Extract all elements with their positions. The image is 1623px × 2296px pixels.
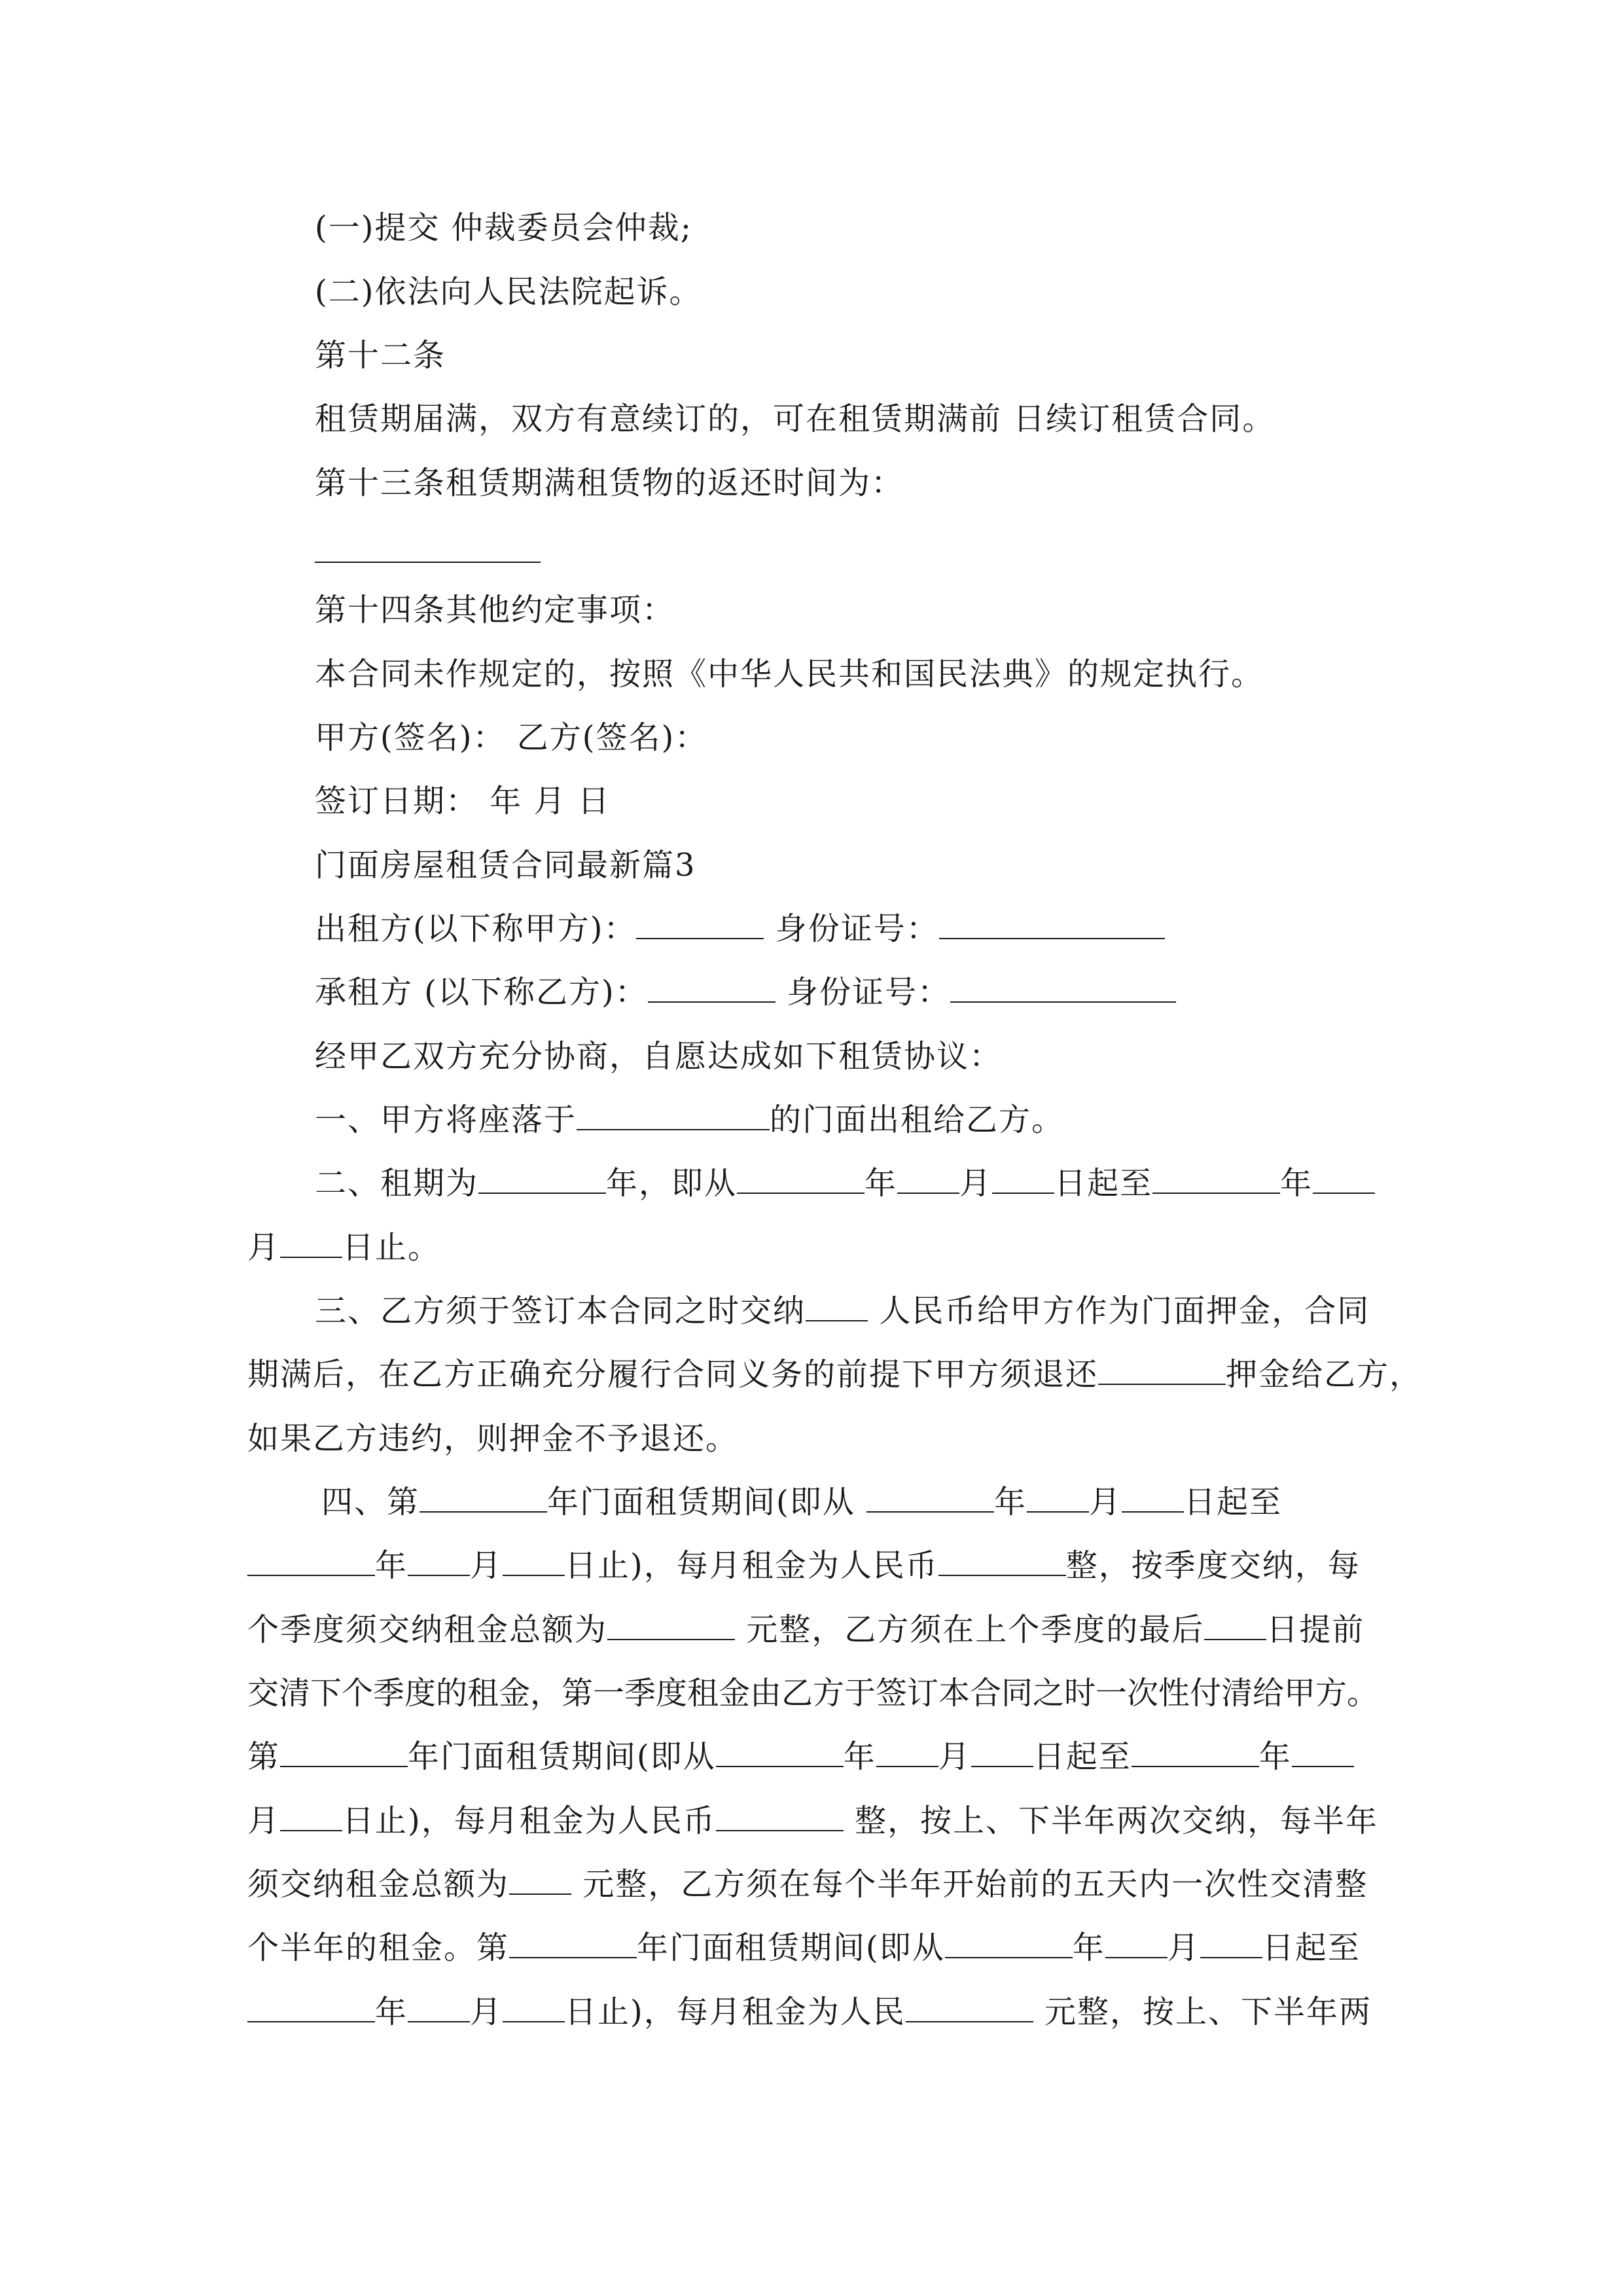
period-1-start-year-blank — [866, 1482, 994, 1513]
line-text: 年 — [1280, 1165, 1313, 1202]
line-text: 第十四条其他约定事项： — [315, 592, 675, 628]
article-12-body — [315, 399, 1275, 439]
line-text: 须交纳租金总额为 — [247, 1866, 510, 1903]
start-day-blank — [992, 1164, 1054, 1194]
end-day-blank — [280, 1228, 342, 1258]
deposit-amount-blank — [806, 1291, 868, 1321]
line-text: 月 — [1167, 1929, 1200, 1966]
clause-3-line-3 — [247, 1419, 738, 1458]
half-year-total-blank — [509, 1865, 571, 1895]
period-3-start-year-blank — [945, 1928, 1073, 1958]
period-1-end-month-blank — [408, 1546, 470, 1576]
line-text: 年 — [843, 1738, 876, 1775]
civil-code-clause — [315, 655, 1264, 694]
line-text: (一)提交 仲裁委员会仲裁; — [315, 209, 692, 246]
line-text: 月 — [959, 1165, 993, 1202]
clause-2-line-1 — [315, 1164, 1378, 1203]
line-text: 日起至 — [1033, 1738, 1132, 1775]
line-text: 一、甲方将座落于 — [315, 1102, 577, 1138]
line-text: 个季度须交纳租金总额为 — [247, 1611, 608, 1648]
lessor-id-blank — [939, 909, 1165, 939]
line-text: 年 — [865, 1165, 898, 1202]
line-text: 二、租期为 — [315, 1165, 479, 1202]
line-text: 整，按上、下半年两次交纳，每半年 — [843, 1803, 1379, 1839]
arbitration-option-2 — [315, 272, 702, 312]
clause-2-line-2 — [247, 1228, 440, 1267]
clause-4-line-8 — [247, 1928, 1378, 1967]
line-text: 经甲乙双方充分协商，自愿达成如下租赁协议： — [315, 1038, 1003, 1075]
period-2-start-month-blank — [876, 1737, 938, 1767]
line-text: 日止)，每月租金为人民币 — [565, 1547, 938, 1584]
line-text: 承租方 (以下称乙方)： — [315, 974, 648, 1011]
period-1-end-year-blank — [247, 1546, 375, 1576]
period-1-start-day-blank — [1122, 1482, 1184, 1513]
period-2-year-blank — [280, 1737, 408, 1767]
line-text: 第十二条 — [315, 337, 446, 374]
line-text: 日起至 — [1184, 1484, 1283, 1520]
line-text: 元整，乙方须在上个季度的最后 — [735, 1611, 1205, 1648]
line-text: 人民币给甲方作为门面押金，合同 — [868, 1293, 1370, 1329]
return-time-blank — [315, 562, 541, 563]
line-text: 元整，乙方须在每个半年开始前的五天内一次性交清整 — [571, 1866, 1368, 1903]
line-text: 月 — [470, 1547, 503, 1584]
line-text: 月 — [470, 1994, 503, 2030]
term-years-blank — [478, 1164, 606, 1194]
clause-4-line-6 — [247, 1801, 1378, 1840]
article-14 — [315, 590, 675, 630]
line-text: 日止。 — [342, 1229, 441, 1266]
period-2-rent-blank — [716, 1801, 844, 1831]
clause-4-line-7 — [247, 1865, 1368, 1904]
lessee-name-blank — [648, 973, 776, 1003]
clause-4-line-5 — [247, 1737, 1378, 1776]
line-text: 如果乙方违约，则押金不予退还。 — [247, 1420, 739, 1457]
line-text: 元整，按上、下半年两 — [1033, 1994, 1372, 2030]
period-3-start-day-blank — [1200, 1928, 1262, 1958]
start-year-blank — [737, 1164, 865, 1194]
period-2-end-year-blank — [1132, 1737, 1259, 1767]
period-3-rent-blank — [906, 1992, 1033, 2022]
clause-3-line-2 — [247, 1355, 1422, 1394]
line-text: 第十三条租赁期满租赁物的返还时间为： — [315, 465, 904, 501]
line-text: 年门面租赁期间(即从 — [637, 1929, 945, 1966]
clause-4-line-1 — [321, 1482, 1378, 1522]
clause-4-line-4 — [247, 1674, 1378, 1713]
period-2-start-year-blank — [716, 1737, 844, 1767]
signature-line — [315, 718, 707, 757]
line-text: 出租方(以下称甲方)： — [315, 910, 637, 947]
line-text: 月 — [247, 1229, 281, 1266]
line-text: 本合同未作规定的，按照《中华人民共和国民法典》的规定执行。 — [315, 656, 1264, 692]
section-title — [315, 846, 696, 885]
line-text: (二)依法向人民法院起诉。 — [315, 274, 702, 310]
line-text: 身份证号： — [764, 910, 939, 947]
period-2-end-month-blank — [1292, 1737, 1354, 1767]
lessee-line — [315, 973, 1176, 1012]
line-text: 月 — [247, 1803, 281, 1839]
period-3-start-month-blank — [1105, 1928, 1168, 1958]
line-text: 月 — [938, 1738, 971, 1775]
period-2-end-day-blank — [280, 1801, 342, 1831]
line-text: 日提前 — [1266, 1611, 1365, 1648]
period-3-year-blank — [509, 1928, 637, 1958]
line-text: 门面房屋租赁合同最新篇3 — [315, 847, 696, 884]
clause-4-line-9 — [247, 1992, 1378, 2032]
clause-3-line-1 — [315, 1291, 1370, 1331]
line-text: 日起至 — [1262, 1929, 1361, 1966]
article-13 — [315, 463, 904, 503]
line-text: 年，即从 — [606, 1165, 738, 1202]
lessee-id-blank — [950, 973, 1176, 1003]
line-text: 日止)，每月租金为人民 — [565, 1994, 906, 2030]
period-1-year-blank — [419, 1482, 547, 1513]
deposit-refund-blank — [1098, 1355, 1226, 1385]
period-3-end-year-blank — [247, 1992, 375, 2022]
lessor-line — [315, 909, 1165, 948]
start-month-blank — [897, 1164, 959, 1194]
location-blank — [577, 1100, 770, 1130]
period-1-rent-blank — [938, 1546, 1066, 1576]
line-text: 押金给乙方， — [1226, 1356, 1423, 1393]
agreement-intro — [315, 1037, 1002, 1076]
quarterly-total-blank — [607, 1610, 735, 1640]
line-text: 年 — [1072, 1929, 1105, 1966]
line-text: 甲方(签名)： 乙方(签名)： — [315, 719, 708, 756]
line-text: 三、乙方须于签订本合同之时交纳 — [315, 1293, 806, 1329]
end-year-blank — [1152, 1164, 1280, 1194]
period-1-start-month-blank — [1027, 1482, 1089, 1513]
sign-date-line — [315, 781, 611, 821]
line-text: 整，按季度交纳，每 — [1065, 1547, 1361, 1584]
period-3-end-month-blank — [408, 1992, 470, 2022]
period-1-end-day-blank — [503, 1546, 565, 1576]
line-text: 签订日期： 年 月 日 — [315, 783, 611, 819]
clause-1 — [315, 1100, 1064, 1139]
arbitration-option-1 — [315, 208, 692, 247]
line-text: 租赁期届满，双方有意续订的，可在租赁期满前 日续订租赁合同。 — [315, 401, 1275, 437]
line-text: 年门面租赁期间(即从 — [547, 1484, 867, 1520]
clause-4-line-2 — [247, 1546, 1378, 1585]
lessor-name-blank — [636, 909, 764, 939]
end-month-blank — [1313, 1164, 1375, 1194]
period-2-start-day-blank — [971, 1737, 1033, 1767]
line-text: 年 — [1258, 1738, 1292, 1775]
line-text: 个半年的租金。第 — [247, 1929, 510, 1966]
quarter-last-day-blank — [1204, 1610, 1266, 1640]
line-text: 期满后，在乙方正确充分履行合同义务的前提下甲方须退还 — [247, 1356, 1099, 1393]
line-text: 月 — [1089, 1484, 1122, 1520]
period-3-end-day-blank — [503, 1992, 565, 2022]
line-text: 年 — [994, 1484, 1027, 1520]
line-text: 年门面租赁期间(即从 — [408, 1738, 716, 1775]
line-text: 日起至 — [1054, 1165, 1153, 1202]
line-text: 的门面出租给乙方。 — [770, 1102, 1065, 1138]
line-text: 日止)，每月租金为人民币 — [342, 1803, 716, 1839]
line-text: 第 — [247, 1738, 281, 1775]
article-12-heading — [315, 336, 446, 375]
line-text: 身份证号： — [775, 974, 950, 1011]
line-text: 年 — [375, 1994, 408, 2030]
line-text: 交清下个季度的租金，第一季度租金由乙方于签订本合同之时一次性付清给甲方。 — [247, 1675, 1379, 1712]
line-text: 年 — [375, 1547, 408, 1584]
line-text: 四、第 — [321, 1484, 420, 1520]
clause-4-line-3 — [247, 1610, 1364, 1649]
